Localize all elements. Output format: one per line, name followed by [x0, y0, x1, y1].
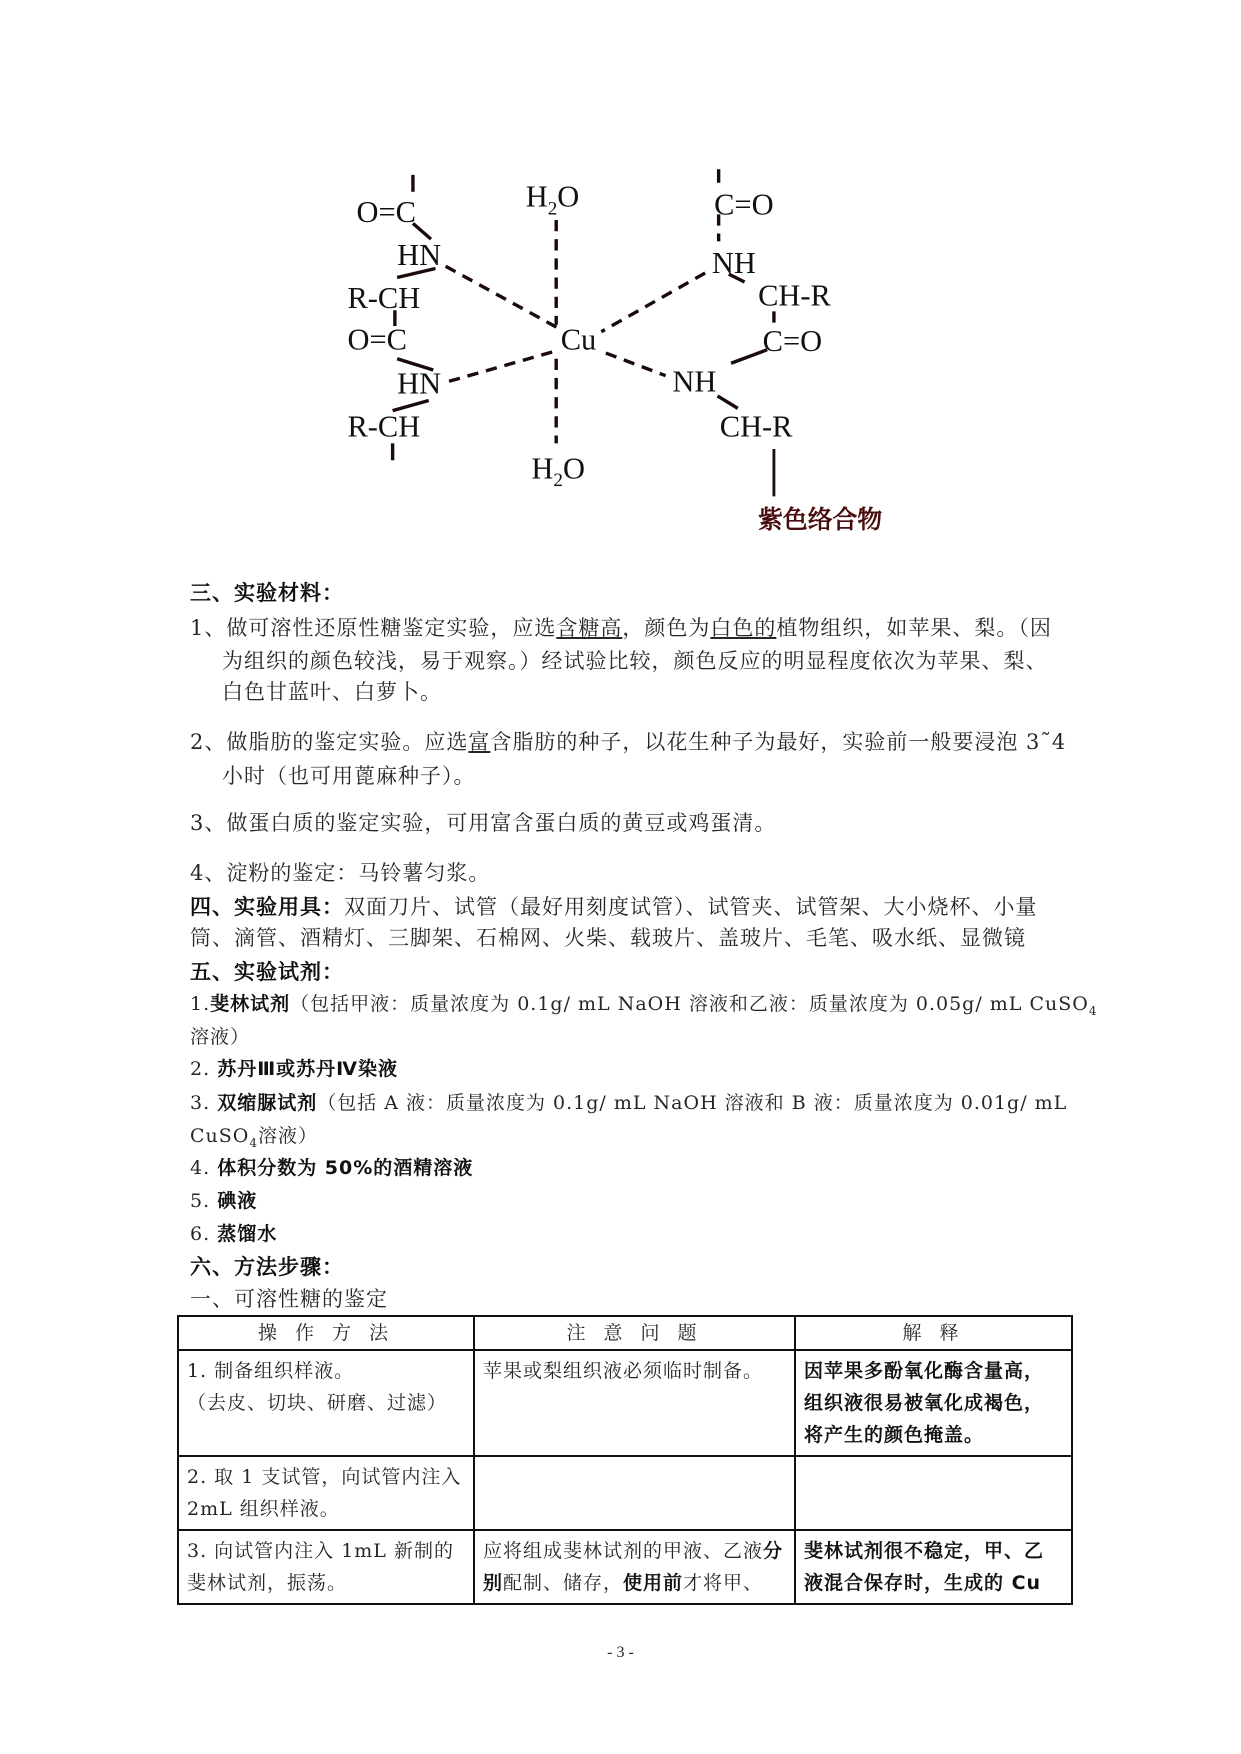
notes-cell — [474, 1456, 795, 1530]
copper-biuret-complex-diagram — [0, 0, 1241, 560]
chr-label: CH-R — [758, 278, 831, 313]
reagent-3-line2: CuSO$_4$溶液） — [190, 1125, 319, 1150]
carbonyl-label: O=C — [356, 195, 416, 230]
steps-heading: 六、方法步骤： — [190, 1255, 344, 1279]
table-header-row — [178, 1316, 1072, 1350]
notes-cell: 应将组成斐林试剂的甲液、乙液分别配制、储存，使用前才将甲、 — [474, 1530, 795, 1604]
water-label-bottom: $H_2O$ — [531, 451, 585, 492]
explanation-cell: 因苹果多酚氧化酶含量高，组织液很易被氧化成褐色，将产生的颜色掩盖。 — [795, 1350, 1072, 1456]
materials-item-1-line2: 为组织的颜色较浅，易于观察。）经试验比较，颜色反应的明显程度依次为苹果、梨、 — [222, 649, 1048, 673]
materials-heading: 三、实验材料： — [190, 581, 344, 605]
header-operation: 操 作 方 法 — [178, 1316, 474, 1350]
carbonyl-label: O=C — [347, 322, 407, 357]
tools-line-2: 筒、滴管、酒精灯、三脚架、石棉网、火柴、载玻片、盖玻片、毛笔、吸水纸、显微镜 — [190, 926, 1026, 950]
reagents-heading: 五、实验试剂： — [190, 960, 344, 984]
reagent-5: 5. 碘液 — [190, 1190, 258, 1212]
operation-cell: 1. 制备组织样液。 （去皮、切块、研磨、过滤） — [178, 1350, 474, 1456]
materials-item-3: 3、做蛋白质的鉴定实验，可用富含蛋白质的黄豆或鸡蛋清。 — [190, 811, 777, 835]
explanation-cell — [795, 1456, 1072, 1530]
table-row — [178, 1350, 1072, 1456]
materials-item-1-line3: 白色甘蓝叶、白萝卜。 — [222, 680, 442, 704]
materials-item-4: 4、淀粉的鉴定：马铃薯匀浆。 — [190, 861, 491, 885]
operation-cell: 2. 取 1 支试管，向试管内注入 2mL 组织样液。 — [178, 1456, 474, 1530]
steps-subheading: 一、可溶性糖的鉴定 — [190, 1287, 388, 1311]
table-row — [178, 1456, 1072, 1530]
reagent-2: 2. 苏丹Ⅲ或苏丹Ⅳ染液 — [190, 1058, 399, 1080]
copper-label: Cu — [560, 322, 597, 357]
materials-item-2-line2: 小时（也可用蓖麻种子）。 — [222, 764, 476, 788]
rch-label: R-CH — [347, 409, 421, 444]
purple-complex-label: 紫色络合物 — [758, 504, 883, 534]
amine-label: NH — [672, 364, 717, 399]
amine-label: HN — [397, 238, 442, 273]
reagent-1-line2: 溶液） — [190, 1026, 251, 1048]
sugar-test-table — [177, 1315, 1073, 1605]
tools-heading: 四、实验用具： — [190, 895, 344, 919]
header-explanation: 解 释 — [795, 1316, 1072, 1350]
page-number: - 3 - — [607, 1644, 634, 1661]
table-row — [178, 1530, 1072, 1604]
tools-line-1: 四、实验用具：双面刀片、试管（最好用刻度试管）、试管夹、试管架、大小烧杯、小量 — [190, 895, 1038, 919]
explanation-cell: 斐林试剂很不稳定，甲、乙液混合保存时，生成的 Cu — [795, 1530, 1072, 1604]
reagent-4: 4. 体积分数为 50%的酒精溶液 — [190, 1157, 474, 1179]
operation-cell: 3. 向试管内注入 1mL 新制的斐林试剂，振荡。 — [178, 1530, 474, 1604]
chr-label: CH-R — [719, 409, 793, 444]
reagent-3: 3. 双缩脲试剂（包括 A 液：质量浓度为 0.1g/ mL NaOH 溶液和 B 液：质量浓度为 0.01g/ mL — [190, 1092, 1068, 1114]
reagent-1: 1.斐林试剂（包括甲液：质量浓度为 0.1g/ mL NaOH 溶液和乙液：质量浓度为 0.05g/ mL CuSO$_4$ — [190, 993, 1098, 1018]
materials-item-2: 2、做脂肪的鉴定实验。应选富含脂肪的种子，以花生种子为最好，实验前一般要浸泡 3˜4 — [190, 730, 1067, 754]
reagent-6: 6. 蒸馏水 — [190, 1223, 278, 1245]
water-label-top: $H_2O$ — [525, 179, 580, 220]
carbonyl-label: C=O — [714, 187, 774, 222]
amine-label: NH — [711, 246, 756, 281]
materials-item-1: 1、做可溶性还原性糖鉴定实验，应选含糖高，颜色为白色的植物组织，如苹果、梨。（因 — [190, 616, 1052, 640]
header-notes: 注 意 问 题 — [474, 1316, 795, 1350]
amine-label: HN — [397, 366, 442, 401]
rch-label: R-CH — [347, 280, 421, 315]
carbonyl-label: C=O — [762, 323, 823, 358]
notes-cell: 苹果或梨组织液必须临时制备。 — [474, 1350, 795, 1456]
